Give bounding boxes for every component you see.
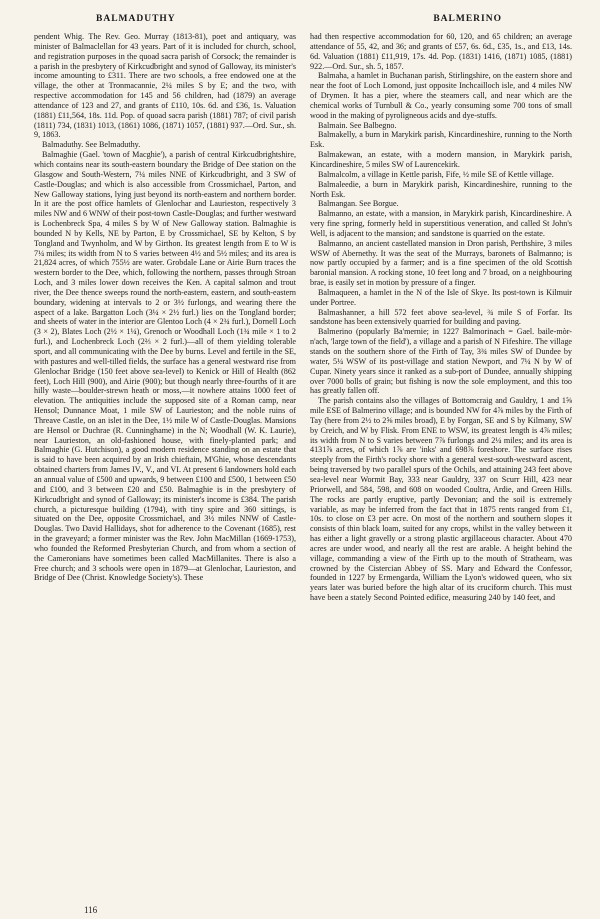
paragraph: Balmaghie (Gael. 'town of Macghie'), a parish of central Kirkcudbrightshire, which contains near its south-eastern boundary the Bridge of Dee station on the Glasgow and South-Western, 7¼ miles NNE of Kirkcudbright, and 3 SW of Castle-Douglas; and which is also accessible from Crossmichael, Parton, and New Galloway stations, lying just beyond its north-eastern and northern border. In it are the post office hamlets of Glenlochar and Laurieston, respectively 3 miles NW and 6 WNW of their post-town Castle-Douglas; and further westward is Lochenbreck Spa, 4 miles S by W of New Galloway station. Balmaghie is bounded N by Kells, NE by Parton, E by Crossmichael, SE by Kelton, S by Tongland and Twynholm, and W by Girthon. Its greatest length from E to W is 7¼ miles; its width from N to S varies between 4½ and 5½ miles; and its area is 21,824 acres, of which 755½ are water. Grobdale Lane or Airie Burn traces the western border to the Dee, which, following the northern, passes through Stroan Loch, and 3 miles lower down receives the Ken. A capital salmon and trout river, the Dee thence sweeps round the north-eastern, eastern, and south-eastern boundary, widening at intervals to 2 or 3½ furlongs, and wearing there the aspect of a lake. Bargatton Loch (3¼ × 2½ furl.) lies on the Tongland border; and sheets of water in the interior are Glentoo Loch (4 × 2¾ furl.), Dornell Loch (3 × 2), Blates Loch (2½ × 1¼), Grenoch or Woodhall Loch (1¾ mile × 1 to 2 furl.), and Lochenbreck Loch (2⅔ × 2 furl.)—all of them yielding tolerable sport, and all communicating with the Dee by burns. Level and fertile in the SE, with pastures and well-tilled fields, the surface has a general westward rise from Glenlochar Bridge (150 feet above sea-level) to Kenick or Hill of Health (862 feet), Loch Hill (900), and Airie (900); but though nearly three-fourths of it are hilly waste—boulder-strewn heath or moss,—it nowhere attains 1000 feet of elevation. The antiquities include the supposed site of a Roman camp, near Hensol; Dunnance Moat, 1 mile SW of Laurieston; and the noble ruins of Threave Castle, on an islet in the Dee, 1½ mile W of Castle-Douglas. Mansions are Hensol or Duchrae (R. Cunninghame) in the N; Woodhall (W. K. Laurie), near Laurieston, an old-fashioned house, with finely-planted park; and Balmaghie (G. Hutchison), a good modern residence standing on an estate that is said to have been acquired by an Irish chieftain, M'Ghie, whose descendants obtained charters from James IV., V., and VI. At present 6 landowners hold each an annual value of £500 and upwards, 9 between £100 and £500, 1 between £50 and £100, and 3 between £20 and £50. Balmaghie is in the presbytery of Kirkcudbright and synod of Galloway; its minister's income is £384. The parish church, a picturesque building (1794), with tiny spire and 360 sittings, is situated on the Dee, opposite Crossmichael, and 3½ miles NNW of Castle-Douglas. Two David Hallidays, shot for adherence to the Covenant (1685), rest in the graveyard; a former minister was the Rev. John MacMillan (1669-1753), who founded the Reformed Presbyterian Church, and from whom a section of the Cameronians have sometimes been called MacMillanites. There is also a Free church; and 3 schools were open in 1879—at Glenlochar, Laurieston, and Bridge of Dee (Christ. Knowledge Society's). These: [34, 150, 296, 583]
paragraph: Balmalcolm, a village in Kettle parish, Fife, ½ mile SE of Kettle village.: [318, 169, 554, 179]
running-header: [34, 14, 572, 24]
paragraph: Balmashanner, a hill 572 feet above sea-level, ¾ mile S of Forfar. Its sandstone has been extensively quarried for building and paving.: [310, 307, 572, 327]
paragraph: Balmanno, an ancient castellated mansion in Dron parish, Perthshire, 3 miles WSW of Abernethy. It was the seat of the Murrays, baronets of Balmanno; is now partly occupied by a farmer; and is a fine specimen of the old Scottish baronial mansion. A rocking stone, 10 feet long and 7 broad, on a neighbouring brae, is easily set in motion by pressure of a finger.: [310, 238, 572, 288]
paragraph: pendent Whig. The Rev. Geo. Murray (1813-81), poet and antiquary, was minister of Balmaclellan for 43 years. Part of it is included for church, school, and registration purposes in the quoad sacra parish of Corsock; the remainder is a parish in the presbytery of Kirkcudbright and synod of Galloway, its minister's income amounting to £311. There are two schools, a free endowed one at the village, the other at Tronmacannie, 2¼ miles S by E; and the two, with respective accommodation for 145 and 56 children, had (1879) an average attendance of 123 and 27, and grants of £110, 10s. 6d. and £36, 1s. Valuation (1881) £11,564, 18s. 11d. Pop. of quoad sacra parish (1881) 787; of civil parish (1811) 734, (1831) 1013, (1861) 1086, (1871) 1057, (1881) 937.—Ord. Sur., sh. 9, 1863.: [34, 32, 296, 140]
paragraph: Balmaleedie, a burn in Marykirk parish, Kincardineshire, running to the North Esk.: [310, 179, 572, 199]
text-columns: [34, 32, 572, 603]
paragraph: Balmangan. See Borgue.: [318, 199, 399, 209]
paragraph: had then respective accommodation for 60, 120, and 65 children; an average attendance of 55, 42, and 36; and grants of £57, 6s. 6d., £35, 1s., and £13, 14s. 6d. Valuation (1881) £11,919, 17s. 4d. Pop. (1831) 1416, (1871) 1085, (1881) 922.—Ord. Sur., sh. 5, 1857.: [310, 32, 572, 71]
paragraph: Balmaqueen, a hamlet in the N of the Isle of Skye. Its post-town is Kilmuir under Portree.: [310, 287, 572, 307]
paragraph: Balmakewan, an estate, with a modern mansion, in Marykirk parish, Kincardineshire, 5 miles SW of Laurencekirk.: [310, 150, 572, 169]
page-number: 116: [84, 905, 98, 915]
left-column: [34, 32, 296, 603]
paragraph: The parish contains also the villages of Bottomcraig and Gauldry, 1 and 1⅝ mile ESE of Balmerino village; and is bounded NW for 4⅞ miles by the Firth of Tay (here from 2½ to 2⅝ miles broad), E by Forgan, SE and S by Kilmany, SW by Creich, and W by Flisk. From ENE to WSW, its greatest length is 4⅞ miles; its width from N to S varies between 7⅞ furlongs and 2¼ miles; and its area is 4131⅞ acres, of which 1⅞ are 'inks' and 698⅞ foreshore. The surface rises steeply from the Firth's rocky shore with a general west-south-westward ascent, being traversed by two parallel spurs of the Ochils, and attaining 243 feet above sea-level near Wormit Bay, 333 near Gauldry, 337 on Scurr Hill, 423 near Priorwell, and 584, 598, and 608 on wooded Coultra, Ardie, and Green Hills. The rocks are partly eruptive, partly Devonian; and the soil is extremely variable, as may be inferred from the fact that in 1875 rents ranged from £1, 10s. to close on £3 per acre. On most of the northern and southern slopes it consists of thin black loam, suited for any crops, whilst in the valley between it has either a light gravelly or a strong plastic argillaceous character. About 470 acres are under wood, and nearly all the rest are arable. A height behind the village, commanding a view of the Firth up to the mouth of Strathearn, was crowned by the Cistercian Abbey of SS. Mary and Edward the Confessor, founded in 1227 by Ermengarda, William the Lyon's widowed queen, who six years later was buried before the high altar of its cruciform church. This must have been a stately Second Pointed edifice, measuring 240 by 140 feet, and: [310, 396, 572, 603]
paragraph: Balmakelly, a burn in Marykirk parish, Kincardineshire, running to the North Esk.: [310, 130, 572, 150]
paragraph: Balmaduthy. See Belmaduthy.: [42, 140, 141, 150]
header-right: BALMERINO: [433, 14, 502, 24]
right-column: [310, 32, 572, 603]
paragraph: Balmaha, a hamlet in Buchanan parish, Stirlingshire, on the eastern shore and near the foot of Loch Lomond, just opposite Inchcailloch isle, and 4 miles NW of Drymen. It has a pier, where the steamers call, and near which are the chemical works of Turnbull & Co., yearly consuming some 700 tons of small wood in the making of pyroligneous acids and dye-stuffs.: [310, 71, 572, 120]
paragraph: Balmain. See Balbegno.: [318, 120, 397, 130]
paragraph: Balmanno, an estate, with a mansion, in Marykirk parish, Kincardineshire. A very fine spring, formerly held in superstitious veneration, and called St John's Well, is adjacent to the mansion; and sandstone is quarried on the estate.: [310, 209, 572, 238]
header-left: BALMADUTHY: [96, 14, 176, 24]
paragraph: Balmerino (popularly Ba'mernie; in 1227 Balmorinach = Gael. baile-mòr-n'ach, 'large town of the field'), a village and a parish of N Fifeshire. The village stands on the southern shore of the Firth of Tay, 3¾ miles SW of Dundee by water, 5¼ WSW of its post-village and station Newport, and 7¼ N by W of Cupar. Ninety years since it ranked as a sub-port of Dundee, annually shipping over 7000 bolls of grain; but fishing is now the sole employment, and this too has greatly fallen off.: [310, 327, 572, 396]
